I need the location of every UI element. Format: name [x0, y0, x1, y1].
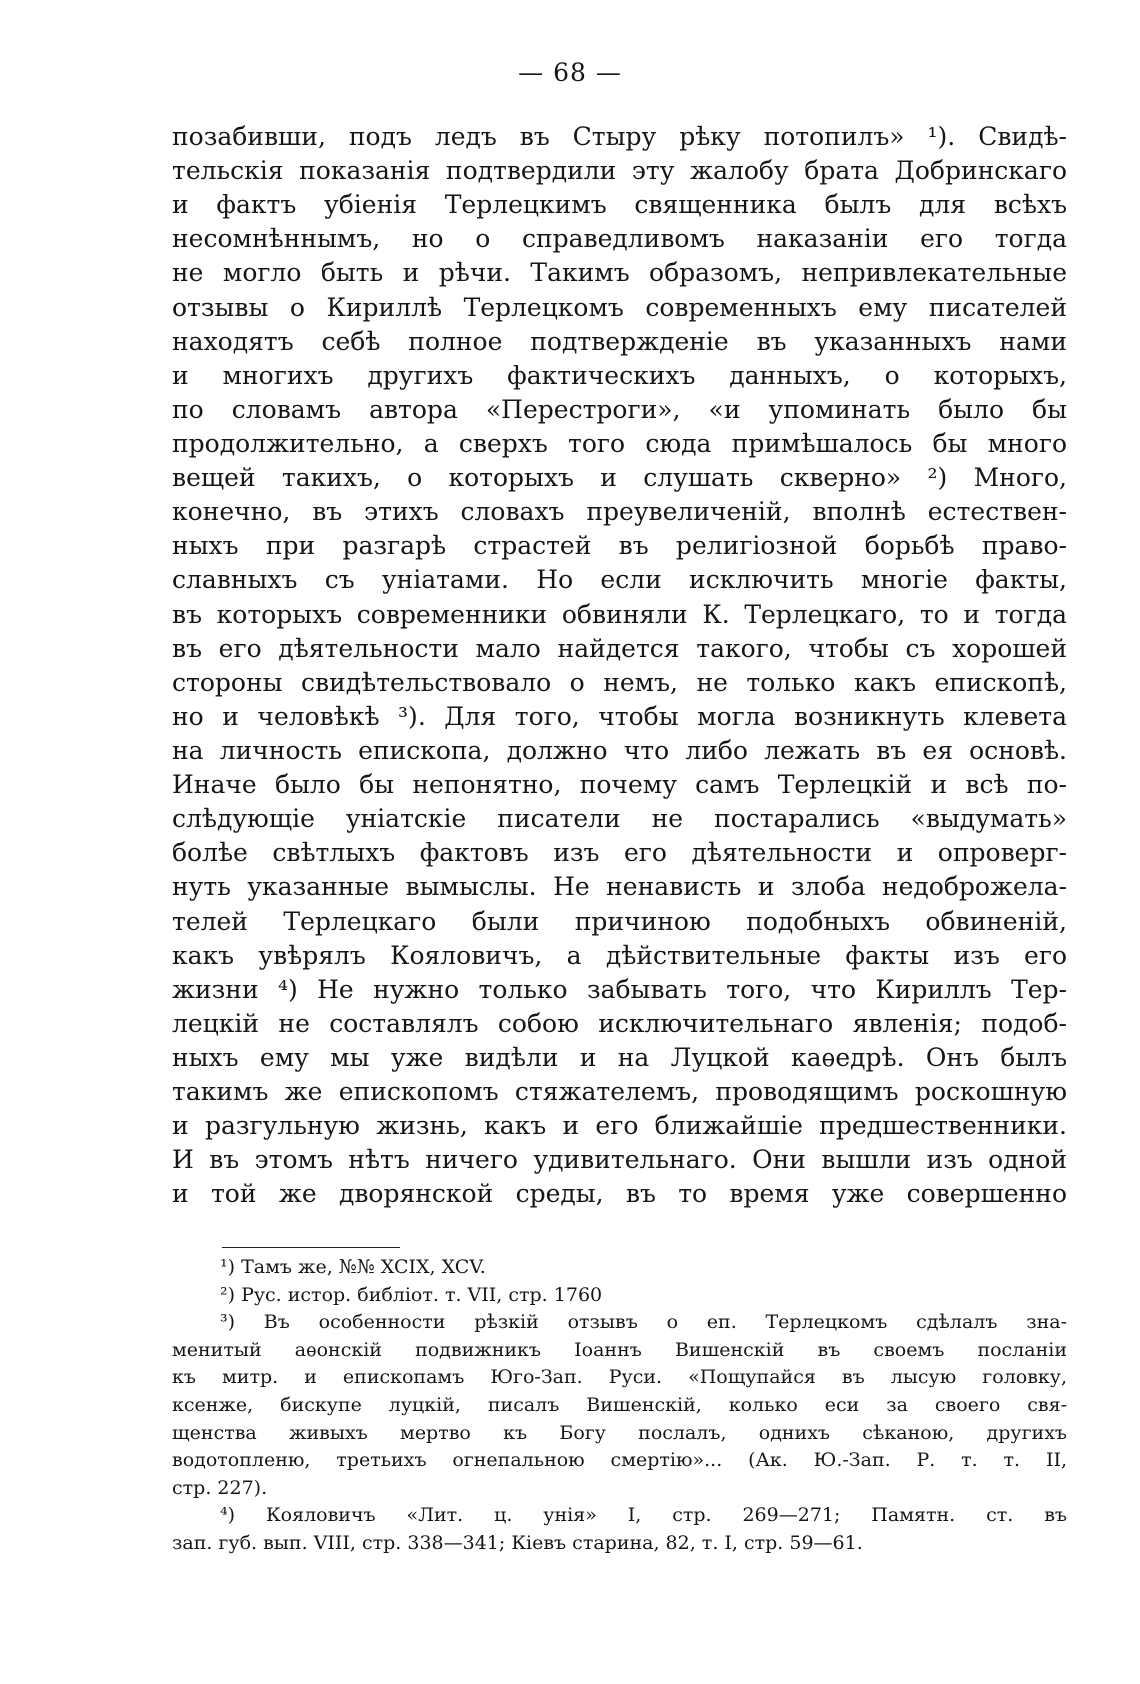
footnote-line: ³) Въ особенности рѣзкій отзывъ о еп. Терлецкомъ сдѣлалъ зна-: [220, 1311, 1067, 1334]
text-line: тельскія показанія подтвердили эту жалобу брата Добринскаго: [172, 156, 1067, 186]
text-line: и той же дворянской среды, въ то время уже совершенно: [172, 1179, 1067, 1209]
main-text: [172, 120, 1067, 1212]
text-line: и многихъ другихъ фактическихъ данныхъ, о которыхъ,: [172, 360, 1067, 390]
text-line: болѣе свѣтлыхъ фактовъ изъ его дѣятельности и опроверг-: [172, 838, 1067, 868]
text-line: слѣдующіе уніатскіе писатели не постарались «выдумать»: [172, 804, 1067, 834]
text-line: отзывы о Кириллѣ Терлецкомъ современныхъ ему писателей: [172, 292, 1067, 322]
text-line: и фактъ убіенія Терлецкимъ священника былъ для всѣхъ: [172, 190, 1067, 220]
footnote-divider: [222, 1247, 400, 1248]
text-line: славныхъ съ уніатами. Но если исключить многіе факты,: [172, 565, 1067, 595]
text-line: ныхъ при разгарѣ страстей въ религіозной борьбѣ право-: [172, 531, 1067, 561]
text-line: вещей такихъ, о которыхъ и слушать скверно» ²) Много,: [172, 463, 1067, 493]
footnote-line: щенства живыхъ мертво къ Богу послалъ, однихъ сѣканою, другихъ: [172, 1421, 1067, 1444]
text-line: лецкій не составлялъ собою исключительнаго явленія; подоб-: [172, 1008, 1067, 1038]
footnotes: [172, 1254, 1067, 1558]
text-line: несомнѣннымъ, но о справедливомъ наказаніи его тогда: [172, 224, 1067, 254]
footnote-line: ⁴) Кояловичъ «Лит. ц. унія» I, стр. 269—271; Памятн. ст. въ: [220, 1504, 1067, 1527]
text-line: конечно, въ этихъ словахъ преувеличеній, вполнѣ естествен-: [172, 497, 1067, 527]
footnote-line: ¹) Тамъ же, №№ XCIX, XCV.: [220, 1256, 486, 1278]
text-line: но и человѣкѣ ³). Для того, чтобы могла возникнуть клевета: [172, 701, 1067, 731]
footnote-line: менитый аѳонскій подвижникъ Іоаннъ Вишенскій въ своемъ посланіи: [172, 1338, 1067, 1361]
text-line: на личность епископа, должно что либо лежать въ ея основѣ.: [172, 735, 1067, 765]
footnote-line: ²) Рус. истор. библіот. т. VII, стр. 1760: [220, 1283, 603, 1306]
text-line: не могло быть и рѣчи. Такимъ образомъ, непривлекательные: [172, 258, 1067, 288]
text-line: находятъ себѣ полное подтвержденіе въ указанныхъ нами: [172, 326, 1067, 356]
text-line: И въ этомъ нѣтъ ничего удивительнаго. Они вышли изъ одной: [172, 1145, 1067, 1175]
text-line: позабивши, подъ ледъ въ Стыру рѣку потопилъ» ¹). Свидѣ-: [172, 122, 1067, 151]
text-line: Иначе было бы непонятно, почему самъ Терлецкій и всѣ по-: [172, 770, 1067, 800]
footnote-line: водотопленю, третьихъ огнепальною смертію»... (Ак. Ю.-Зап. Р. т. т. II,: [172, 1449, 1067, 1472]
text-line: какъ увѣрялъ Кояловичъ, а дѣйствительные факты изъ его: [172, 940, 1067, 970]
text-line: ныхъ ему мы уже видѣли и на Луцкой каѳедрѣ. Онъ былъ: [172, 1042, 1067, 1072]
footnote-line: ксенже, бискупе луцкій, писалъ Вишенскій, колько еси за своего свя-: [172, 1393, 1067, 1416]
footnote-line: къ митр. и епископамъ Юго-Зап. Руси. «Пощупайся въ лысую головку,: [172, 1366, 1067, 1389]
text-line: въ которыхъ современники обвиняли К. Терлецкаго, то и тогда: [172, 599, 1067, 629]
text-line: жизни ⁴) Не нужно только забывать того, что Кириллъ Тер-: [172, 974, 1067, 1004]
text-line: продолжительно, а сверхъ того сюда примѣшалось бы много: [172, 428, 1067, 458]
text-line: телей Терлецкаго были причиною подобныхъ обвиненій,: [172, 906, 1067, 936]
text-line: такимъ же епископомъ стяжателемъ, проводящимъ роскошную: [172, 1077, 1067, 1107]
text-line: нуть указанные вымыслы. Не ненависть и злоба недоброжела-: [172, 872, 1067, 902]
text-line: въ его дѣятельности мало найдется такого, чтобы съ хорошей: [172, 633, 1067, 663]
page-number: — 68 —: [518, 58, 622, 87]
text-line: по словамъ автора «Перестроги», «и упоминать было бы: [172, 394, 1067, 424]
footnote-line: зап. губ. вып. VIII, стр. 338—341; Кіевъ старина, 82, т. I, стр. 59—61.: [172, 1531, 863, 1554]
text-line: и разгульную жизнь, какъ и его ближайшіе предшественники.: [172, 1111, 1067, 1141]
footnote-line: стр. 227).: [172, 1476, 268, 1499]
text-line: стороны свидѣтельствовало о немъ, не только какъ епископѣ,: [172, 667, 1067, 697]
